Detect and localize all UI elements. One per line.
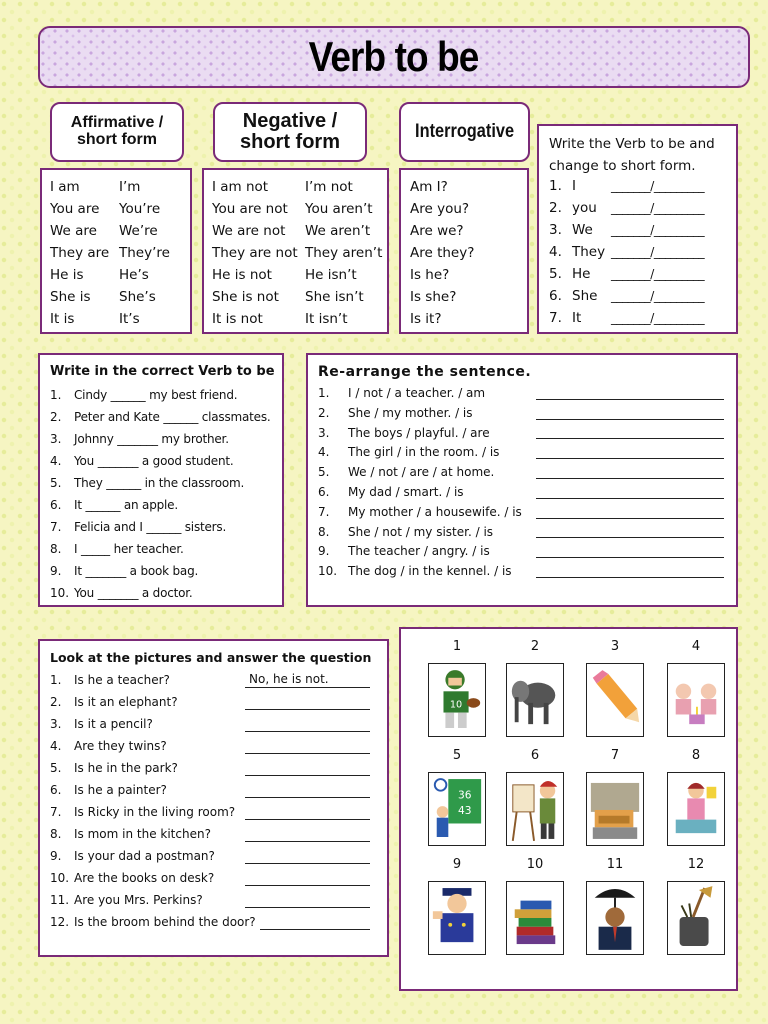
rearrange-title: Re-arrange the sentence. xyxy=(318,364,532,380)
item-number: 9. xyxy=(318,544,330,559)
picture-question-item xyxy=(50,691,380,713)
item-text: I / not / a teacher. / am xyxy=(348,386,486,400)
item-text: She / not / my sister. / is xyxy=(348,524,494,539)
item-number: 6. xyxy=(549,288,562,304)
item-number: 4. xyxy=(50,739,62,753)
rearrange-item xyxy=(318,443,728,463)
item-question: Are you Mrs. Perkins? xyxy=(74,893,203,907)
item-subject: They xyxy=(572,244,606,260)
item-text: It _______ a book bag. xyxy=(74,564,199,578)
negative-row xyxy=(212,176,372,198)
affirmative-cell: They are xyxy=(50,245,110,261)
rearrange-item xyxy=(318,424,728,444)
answer-line[interactable] xyxy=(536,577,724,578)
rearrange-item xyxy=(318,404,728,424)
picture-number: 12 xyxy=(687,857,705,872)
police-officer-icon xyxy=(428,881,486,955)
item-subject: It xyxy=(572,310,582,326)
answer-blank[interactable]: _______/_________ xyxy=(611,201,705,215)
affirmative-cell: She’s xyxy=(119,289,156,305)
answer-line[interactable] xyxy=(245,760,370,776)
picture-number: 8 xyxy=(691,748,701,763)
negative-row xyxy=(212,308,372,330)
answer-text xyxy=(245,804,249,818)
answer-text xyxy=(245,694,249,708)
affirmative-cell: He’s xyxy=(119,267,149,283)
item-text: My mother / a housewife. / is xyxy=(348,504,522,519)
short-form-title: Write the Verb to be and change to short form. xyxy=(549,136,715,174)
affirmative-row xyxy=(50,264,210,286)
negative-row xyxy=(212,198,372,220)
item-number: 8. xyxy=(50,542,62,556)
item-number: 3. xyxy=(549,222,562,238)
answer-text xyxy=(245,716,249,730)
answer-line[interactable] xyxy=(260,914,370,930)
rearrange-item xyxy=(318,523,728,543)
item-number: 7. xyxy=(50,520,62,534)
item-text: She / my mother. / is xyxy=(348,405,473,420)
item-text: They ______ in the classroom. xyxy=(74,476,245,490)
answer-text xyxy=(260,914,264,928)
answer-line[interactable] xyxy=(245,826,370,842)
teacher-chalkboard-icon xyxy=(428,772,486,846)
painter-icon xyxy=(506,772,564,846)
negative-list xyxy=(212,176,383,330)
item-subject: I xyxy=(572,178,576,194)
svg-text:36: 36 xyxy=(457,788,472,802)
answer-blank[interactable]: _______/_________ xyxy=(611,179,705,193)
item-number: 2. xyxy=(50,695,62,709)
negative-cell: She is not xyxy=(212,289,279,305)
item-subject: She xyxy=(572,288,598,304)
item-question: Is he a painter? xyxy=(74,783,167,797)
picture-question-item xyxy=(50,823,380,845)
answer-line[interactable] xyxy=(536,458,724,459)
living-room-icon xyxy=(586,772,644,846)
item-question: Is he in the park? xyxy=(74,761,178,775)
rearrange-item xyxy=(318,384,728,404)
affirmative-row xyxy=(50,176,210,198)
answer-line[interactable] xyxy=(536,478,724,479)
picture-number: 5 xyxy=(452,748,462,763)
item-text: The dog / in the kennel. / is xyxy=(348,564,512,579)
rearrange-item xyxy=(318,542,728,562)
affirmative-cell: You’re xyxy=(119,201,161,217)
picture-question-item xyxy=(50,779,380,801)
item-text: It ______ an apple. xyxy=(74,498,178,512)
item-number: 2. xyxy=(50,410,62,424)
picture-question-item xyxy=(50,735,380,757)
answer-line[interactable] xyxy=(245,848,370,864)
answer-text xyxy=(245,760,249,774)
twins-cake-icon xyxy=(667,663,725,737)
affirmative-row xyxy=(50,242,210,264)
answer-line[interactable] xyxy=(536,518,724,519)
negative-cell: It isn’t xyxy=(305,311,348,327)
negative-cell: They are not xyxy=(212,245,298,261)
broom-bucket-icon xyxy=(667,881,725,955)
answer-text xyxy=(245,892,249,906)
picture-number: 2 xyxy=(530,639,540,654)
item-number: 7. xyxy=(318,504,330,519)
affirmative-cell: You are xyxy=(50,201,100,217)
answer-line[interactable] xyxy=(536,537,724,538)
item-subject: He xyxy=(572,266,591,282)
negative-row xyxy=(212,220,372,242)
negative-table xyxy=(202,168,389,334)
picture-question-item xyxy=(50,911,380,933)
item-number: 1. xyxy=(549,178,562,194)
interrogative-table xyxy=(399,168,529,334)
rearrange-item xyxy=(318,562,728,582)
item-text: We / not / are / at home. xyxy=(348,465,495,480)
item-text: Peter and Kate ______ classmates. xyxy=(74,410,271,424)
pencil-icon xyxy=(586,663,644,737)
item-number: 4. xyxy=(318,445,330,460)
item-number: 1. xyxy=(50,388,62,402)
answer-text xyxy=(245,826,249,840)
item-number: 1. xyxy=(318,386,330,400)
answer-text xyxy=(245,870,249,884)
affirmative-cell: We’re xyxy=(119,223,158,239)
woman-cooking-icon xyxy=(667,772,725,846)
item-number: 6. xyxy=(50,498,62,512)
header-affirmative: Affirmative / short form xyxy=(50,102,184,162)
picture-question-item xyxy=(50,801,380,823)
answer-line[interactable] xyxy=(245,804,370,820)
rearrange-item xyxy=(318,483,728,503)
answer-line[interactable] xyxy=(245,738,370,754)
item-subject: We xyxy=(572,222,593,238)
negative-cell: You aren’t xyxy=(305,201,373,217)
affirmative-cell: They’re xyxy=(119,245,170,261)
answer-blank[interactable]: _______/_________ xyxy=(611,245,705,259)
item-question: Is he a teacher? xyxy=(74,673,170,687)
item-number: 8. xyxy=(318,524,330,539)
rearrange-exercise xyxy=(306,353,738,607)
short-form-exercise xyxy=(537,124,738,334)
affirmative-cell: She is xyxy=(50,289,91,305)
correct-verb-title: Write in the correct Verb to be xyxy=(50,364,275,379)
answer-line[interactable] xyxy=(536,399,724,400)
pictures-panel xyxy=(399,627,738,991)
interrogative-row: Is it? xyxy=(410,311,442,327)
answer-text xyxy=(245,848,249,862)
negative-row xyxy=(212,242,383,264)
item-text: The boys / playful. / are xyxy=(348,425,490,440)
title-banner xyxy=(38,26,750,88)
answer-line[interactable] xyxy=(536,557,724,558)
pictures-questions-title: Look at the pictures and answer the question xyxy=(50,650,372,665)
answer-blank[interactable]: _______/_________ xyxy=(611,223,705,237)
picture-number: 7 xyxy=(610,748,620,763)
interrogative-list xyxy=(410,176,474,330)
affirmative-list xyxy=(50,176,210,330)
item-number: 9. xyxy=(50,849,62,863)
item-number: 4. xyxy=(50,454,62,468)
books-icon xyxy=(506,881,564,955)
item-number: 2. xyxy=(549,200,562,216)
item-question: Is it an elephant? xyxy=(74,695,178,709)
picture-question-item xyxy=(50,889,380,911)
header-negative: Negative / short form xyxy=(213,102,367,162)
page-title: Verb to be xyxy=(309,33,479,80)
picture-number: 10 xyxy=(526,857,544,872)
item-number: 12. xyxy=(50,915,70,929)
item-number: 6. xyxy=(50,783,62,797)
item-number: 5. xyxy=(549,266,562,282)
item-number: 5. xyxy=(318,465,330,480)
item-number: 3. xyxy=(318,425,330,440)
negative-row xyxy=(212,264,372,286)
interrogative-row: Are you? xyxy=(410,201,470,217)
item-number: 2. xyxy=(318,405,330,420)
rearrange-item xyxy=(318,463,728,483)
correct-verb-exercise xyxy=(38,353,284,607)
item-number: 3. xyxy=(50,432,62,446)
item-number: 11. xyxy=(50,893,70,907)
svg-text:10: 10 xyxy=(449,699,463,711)
answer-line[interactable] xyxy=(536,419,724,420)
item-text: Cindy ______ my best friend. xyxy=(74,388,238,402)
item-text: Felicia and I ______ sisters. xyxy=(74,520,227,534)
item-text: My dad / smart. / is xyxy=(348,485,464,499)
picture-number: 11 xyxy=(606,857,624,872)
item-question: Is mom in the kitchen? xyxy=(74,827,211,841)
picture-number: 1 xyxy=(452,639,462,654)
picture-number: 6 xyxy=(530,748,540,763)
answer-line[interactable] xyxy=(245,694,370,710)
affirmative-row xyxy=(50,286,210,308)
answer-text: No, he is not. xyxy=(249,672,329,686)
header-interrogative: Interrogative xyxy=(399,102,530,162)
affirmative-cell: I am xyxy=(50,179,80,195)
item-text: The teacher / angry. / is xyxy=(348,544,490,559)
item-number: 5. xyxy=(50,761,62,775)
item-question: Is the broom behind the door? xyxy=(74,915,256,929)
item-number: 10. xyxy=(50,586,70,600)
picture-number: 9 xyxy=(452,857,462,872)
man-umbrella-icon xyxy=(586,881,644,955)
football-player-icon xyxy=(428,663,486,737)
answer-line[interactable] xyxy=(536,498,724,499)
interrogative-row: Is she? xyxy=(410,289,457,305)
interrogative-row: Am I? xyxy=(410,179,448,195)
negative-cell: I am not xyxy=(212,179,269,195)
picture-number: 4 xyxy=(691,639,701,654)
item-number: 6. xyxy=(318,485,330,499)
negative-cell: They aren’t xyxy=(305,245,383,261)
affirmative-cell: He is xyxy=(50,267,84,283)
affirmative-table xyxy=(40,168,192,334)
item-number: 5. xyxy=(50,476,62,490)
picture-question-item xyxy=(50,757,380,779)
affirmative-cell: I’m xyxy=(119,179,141,195)
negative-cell: I’m not xyxy=(305,179,353,195)
affirmative-cell: It’s xyxy=(119,311,140,327)
picture-question-item xyxy=(50,713,380,735)
picture-question-item xyxy=(50,867,380,889)
item-question: Is Ricky in the living room? xyxy=(74,805,236,819)
item-number: 7. xyxy=(549,310,562,326)
answer-text xyxy=(245,782,249,796)
negative-cell: You are not xyxy=(212,201,288,217)
negative-cell: He isn’t xyxy=(305,267,357,283)
negative-cell: It is not xyxy=(212,311,263,327)
item-subject: you xyxy=(572,200,597,216)
item-question: Is it a pencil? xyxy=(74,717,153,731)
item-question: Are they twins? xyxy=(74,739,167,753)
item-number: 10. xyxy=(50,871,70,885)
answer-blank[interactable]: _______/_________ xyxy=(611,267,705,281)
negative-cell: She isn’t xyxy=(305,289,364,305)
picture-question-item xyxy=(50,845,380,867)
interrogative-row: Are we? xyxy=(410,223,464,239)
negative-row xyxy=(212,286,372,308)
affirmative-cell: We are xyxy=(50,223,97,239)
answer-blank[interactable]: _______/_________ xyxy=(611,289,705,303)
interrogative-row: Is he? xyxy=(410,267,450,283)
affirmative-cell: It is xyxy=(50,311,75,327)
negative-cell: We aren’t xyxy=(305,223,371,239)
affirmative-row xyxy=(50,198,210,220)
answer-line[interactable] xyxy=(245,716,370,732)
answer-line[interactable] xyxy=(245,672,370,688)
pictures-questions xyxy=(38,639,389,957)
answer-blank[interactable]: _______/_________ xyxy=(611,311,705,325)
picture-number: 3 xyxy=(610,639,620,654)
negative-cell: We are not xyxy=(212,223,286,239)
picture-question-item xyxy=(50,669,380,691)
item-number: 1. xyxy=(50,673,62,687)
answer-line[interactable] xyxy=(245,782,370,798)
item-number: 4. xyxy=(549,244,562,260)
answer-line[interactable] xyxy=(245,870,370,886)
rearrange-item xyxy=(318,503,728,523)
item-text: I _____ her teacher. xyxy=(74,542,184,556)
affirmative-row xyxy=(50,308,210,330)
item-number: 9. xyxy=(50,564,62,578)
negative-cell: He is not xyxy=(212,267,272,283)
elephant-icon xyxy=(506,663,564,737)
item-question: Is your dad a postman? xyxy=(74,849,215,863)
item-text: The girl / in the room. / is xyxy=(348,445,500,460)
item-text: Johnny _______ my brother. xyxy=(74,432,229,446)
item-number: 8. xyxy=(50,827,62,841)
interrogative-row: Are they? xyxy=(410,245,475,261)
answer-line[interactable] xyxy=(536,438,724,439)
item-question: Are the books on desk? xyxy=(74,871,215,885)
item-number: 7. xyxy=(50,805,62,819)
svg-text:43: 43 xyxy=(457,803,472,817)
item-number: 3. xyxy=(50,717,62,731)
item-text: You _______ a doctor. xyxy=(74,586,193,600)
answer-text xyxy=(245,738,249,752)
item-number: 10. xyxy=(318,564,338,579)
answer-line[interactable] xyxy=(245,892,370,908)
item-text: You _______ a good student. xyxy=(74,454,234,468)
affirmative-row xyxy=(50,220,210,242)
